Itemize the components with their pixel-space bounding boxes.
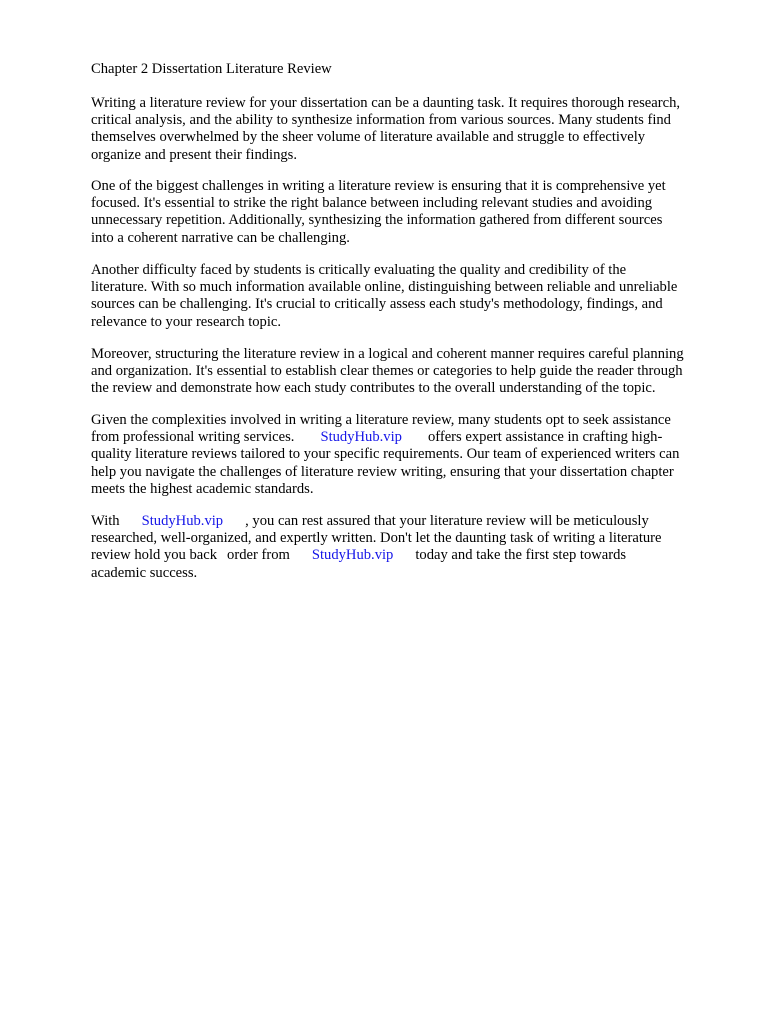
paragraph-line (91, 547, 662, 564)
text-run: today and take the first step towards (415, 547, 627, 564)
paragraph-line: the review and demonstrate how each study contributes to the overall understanding of the topic. (91, 380, 656, 397)
paragraph-line: literature. With so much information available online, distinguishing between reliable and unreliable (91, 279, 678, 296)
paragraph-6 (91, 513, 662, 582)
document-title: Chapter 2 Dissertation Literature Review (91, 61, 332, 77)
paragraph-line: quality literature reviews tailored to your specific requirements. Our team of experienced writers can (91, 446, 680, 463)
paragraph-3 (91, 262, 677, 331)
paragraph-line: sources can be challenging. It's crucial to critically assess each study's methodology, findings, and (91, 296, 663, 313)
paragraph-2 (91, 178, 666, 247)
paragraph-line: organize and present their findings. (91, 146, 298, 163)
paragraph-line: Another difficulty faced by students is critically evaluating the quality and credibility of the (91, 262, 627, 278)
paragraph-line: and organization. It's essential to establish clear themes or categories to help guide the reader through (91, 363, 683, 380)
studyhub-link[interactable]: StudyHub.vip (141, 513, 224, 529)
paragraph-line: meets the highest academic standards. (91, 480, 314, 497)
paragraph-line: researched, well-organized, and expertly written. Don't let the daunting task of writing a literature (91, 530, 662, 547)
paragraph-line: Given the complexities involved in writing a literature review, many students opt to seek assistance (91, 412, 671, 428)
text-run: , you can rest assured that your literature review will be meticulously (245, 513, 649, 529)
paragraph-line: into a coherent narrative can be challenging. (91, 229, 350, 246)
paragraph-4 (91, 346, 684, 398)
text-run: With (91, 513, 120, 529)
paragraph-line: critical analysis, and the ability to synthesize information from various sources. Many students find (91, 112, 671, 129)
paragraph-line: themselves overwhelmed by the sheer volume of literature available and struggle to effectively (91, 129, 646, 146)
text-run: review hold you back (91, 547, 218, 564)
text-run: offers expert assistance in crafting high- (427, 429, 663, 446)
text-run: from professional writing services. (91, 429, 295, 446)
paragraph-1 (91, 95, 680, 164)
paragraph-line: focused. It's essential to strike the right balance between including relevant studies and avoiding (91, 195, 653, 212)
paragraph-line: unnecessary repetition. Additionally, synthesizing the information gathered from different sources (91, 212, 663, 229)
paragraph-line: relevance to your research topic. (91, 313, 282, 330)
paragraph-5 (91, 412, 679, 498)
paragraph-line: Moreover, structuring the literature review in a logical and coherent manner requires careful planning (91, 346, 684, 362)
paragraph-line (91, 429, 679, 446)
studyhub-link[interactable]: StudyHub.vip (320, 429, 402, 446)
studyhub-link[interactable]: StudyHub.vip (311, 547, 394, 564)
paragraph-line: help you navigate the challenges of literature review writing, ensuring that your dissertation chapter (91, 463, 674, 480)
paragraph-line: Writing a literature review for your dissertation can be a daunting task. It requires thorough research, (91, 95, 681, 111)
paragraph-line (91, 513, 662, 530)
paragraph-line: academic success. (91, 564, 198, 581)
paragraph-line: One of the biggest challenges in writing a literature review is ensuring that it is comprehensive yet (91, 178, 666, 194)
text-run: order from (227, 547, 290, 564)
